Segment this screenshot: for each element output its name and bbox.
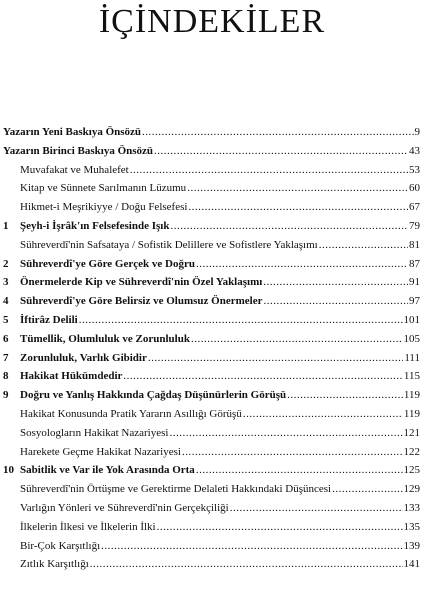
chapter-number: 9	[3, 389, 9, 402]
page-number: 105	[403, 332, 420, 345]
toc-entry-body	[20, 273, 420, 292]
entry-title: Sühreverdî'ye Göre Gerçek ve Doğru	[20, 257, 195, 270]
entry-title: Kitap ve Sünnete Sarılmanın Lüzumu	[20, 182, 187, 195]
dot-leader	[170, 217, 408, 236]
toc-entry	[0, 330, 424, 349]
toc-entry-body	[3, 142, 420, 161]
dot-leader	[230, 499, 403, 518]
toc-entry-body	[20, 179, 420, 198]
toc-entry	[0, 179, 424, 198]
entry-title: Zorunluluk, Varlık Gibidir	[20, 351, 147, 364]
dot-leader	[196, 255, 408, 274]
dot-leader	[101, 537, 402, 556]
toc-entry	[0, 349, 424, 368]
toc-entry	[0, 142, 424, 161]
entry-title: Yazarın Birinci Baskıya Önsözü	[3, 144, 154, 157]
chapter-number: 4	[3, 295, 9, 308]
toc-entry	[0, 424, 424, 443]
toc-entry-body	[20, 330, 420, 349]
page-number: 43	[409, 144, 420, 157]
page-number: 67	[409, 201, 420, 214]
dot-leader	[319, 236, 408, 255]
toc-entry-body	[20, 461, 420, 480]
toc-entry-body	[20, 405, 420, 424]
page-number: 129	[403, 483, 420, 496]
dot-leader	[188, 198, 408, 217]
page-number: 135	[403, 520, 420, 533]
page-number: 81	[409, 238, 420, 251]
dot-leader	[243, 405, 403, 424]
entry-title: Bir-Çok Karşıtlığı	[20, 539, 101, 552]
chapter-number: 8	[3, 370, 9, 383]
chapter-number: 1	[3, 219, 9, 232]
dot-leader	[196, 461, 403, 480]
entry-title: Hakikat Hükümdedir	[20, 370, 123, 383]
entry-title: Sabitlik ve Var ile Yok Arasında Orta	[20, 464, 195, 477]
toc-entry	[0, 555, 424, 574]
toc-entry	[0, 499, 424, 518]
chapter-number: 5	[3, 313, 9, 326]
toc-entry	[0, 292, 424, 311]
page-number: 122	[403, 445, 420, 458]
toc-entry-body	[20, 386, 420, 405]
page-number: 111	[404, 351, 420, 364]
toc-entry-body	[20, 555, 420, 574]
entry-title: Şeyh-i İşrâk'ın Felsefesinde Işık	[20, 219, 170, 232]
toc-entry	[0, 217, 424, 236]
entry-title: Muvafakat ve Muhalefet	[20, 163, 129, 176]
toc-entry-body	[20, 499, 420, 518]
dot-leader	[187, 179, 408, 198]
entry-title: Hikmet-i Meşrikiyye / Doğu Felsefesi	[20, 201, 188, 214]
entry-title: Sühreverdî'nin Örtüşme ve Gerektirme Delaleti Hakkındaki Düşüncesi	[20, 483, 332, 496]
page-number: 101	[403, 313, 420, 326]
entry-title: Tümellik, Olumluluk ve Zorunluluk	[20, 332, 190, 345]
chapter-number: 3	[3, 276, 9, 289]
page-number: 139	[403, 539, 420, 552]
page-number: 60	[409, 182, 420, 195]
toc-entry-body	[3, 123, 420, 142]
dot-leader	[191, 330, 403, 349]
toc-entry-body	[20, 537, 420, 556]
toc-entry	[0, 461, 424, 480]
toc-entry-body	[20, 311, 420, 330]
toc-entry	[0, 123, 424, 142]
toc-entry-body	[20, 443, 420, 462]
entry-title: Hakikat Konusunda Pratik Yararın Asıllığı Görüşü	[20, 407, 242, 420]
chapter-number: 2	[3, 257, 9, 270]
dot-leader	[148, 349, 403, 368]
dot-leader	[130, 161, 408, 180]
toc-entry	[0, 386, 424, 405]
dot-leader	[287, 386, 403, 405]
entry-title: Sosyologların Hakikat Nazariyesi	[20, 426, 169, 439]
toc-entry	[0, 273, 424, 292]
toc-entry-body	[20, 292, 420, 311]
dot-leader	[332, 480, 402, 499]
entry-title: İlkelerin İlkesi ve İlkelerin İlki	[20, 520, 156, 533]
dot-leader	[169, 424, 402, 443]
dot-leader	[90, 555, 403, 574]
entry-title: Harekete Geçme Hakikat Nazariyesi	[20, 445, 181, 458]
chapter-number: 10	[3, 464, 14, 477]
toc-entry	[0, 537, 424, 556]
entry-title: Varlığın Yönleri ve Sühreverdî'nin Gerçekçiliği	[20, 501, 229, 514]
page-number: 125	[403, 464, 420, 477]
entry-title: Zıtlık Karşıtlığı	[20, 558, 89, 571]
page-title: İÇİNDEKİLER	[98, 3, 326, 40]
toc-entry	[0, 405, 424, 424]
toc-entry-body	[20, 480, 420, 499]
page-number: 119	[403, 407, 420, 420]
chapter-number: 6	[3, 332, 9, 345]
entry-title: Sühreverdî'nin Safsataya / Sofistik Delillere ve Sofistlere Yaklaşımı	[20, 238, 318, 251]
toc-entry	[0, 443, 424, 462]
toc-entry	[0, 480, 424, 499]
toc-entry-body	[20, 217, 420, 236]
page-number: 53	[409, 163, 420, 176]
entry-title: Sühreverdî'ye Göre Belirsiz ve Olumsuz Önermeler	[20, 295, 263, 308]
page-number: 79	[409, 219, 420, 232]
page-number: 9	[414, 126, 420, 138]
toc-entry-body	[20, 198, 420, 217]
page-number: 115	[403, 370, 420, 383]
page-number: 141	[403, 558, 420, 571]
toc-entry	[0, 236, 424, 255]
entry-title: Doğru ve Yanlış Hakkında Çağdaş Düşünürlerin Görüşü	[20, 389, 287, 402]
toc-entry-body	[20, 161, 420, 180]
toc-entry-body	[20, 255, 420, 274]
entry-title: İftirâz Delili	[20, 313, 78, 326]
page-number: 121	[403, 426, 420, 439]
dot-leader	[182, 443, 403, 462]
page-number: 119	[403, 389, 420, 402]
toc-entry-body	[20, 518, 420, 537]
page-number: 97	[409, 295, 420, 308]
dot-leader	[142, 123, 413, 142]
page-number: 87	[409, 257, 420, 270]
entry-title: Önermelerde Kip ve Sühreverdî'nin Özel Yaklaşımı	[20, 276, 263, 289]
toc-entry	[0, 161, 424, 180]
toc-entry	[0, 198, 424, 217]
toc-entry-body	[20, 349, 420, 368]
table-of-contents	[0, 123, 424, 574]
toc-entry-body	[20, 367, 420, 386]
dot-leader	[79, 311, 403, 330]
toc-entry	[0, 255, 424, 274]
page-number: 91	[409, 276, 420, 289]
toc-entry	[0, 311, 424, 330]
dot-leader	[157, 518, 403, 537]
dot-leader	[263, 273, 408, 292]
toc-entry	[0, 367, 424, 386]
toc-entry-body	[20, 236, 420, 255]
dot-leader	[154, 142, 408, 161]
dot-leader	[123, 367, 403, 386]
entry-title: Yazarın Yeni Baskıya Önsözü	[3, 126, 142, 138]
toc-entry	[0, 518, 424, 537]
chapter-number: 7	[3, 351, 9, 364]
page-number: 133	[403, 501, 420, 514]
toc-entry-body	[20, 424, 420, 443]
dot-leader	[263, 292, 408, 311]
